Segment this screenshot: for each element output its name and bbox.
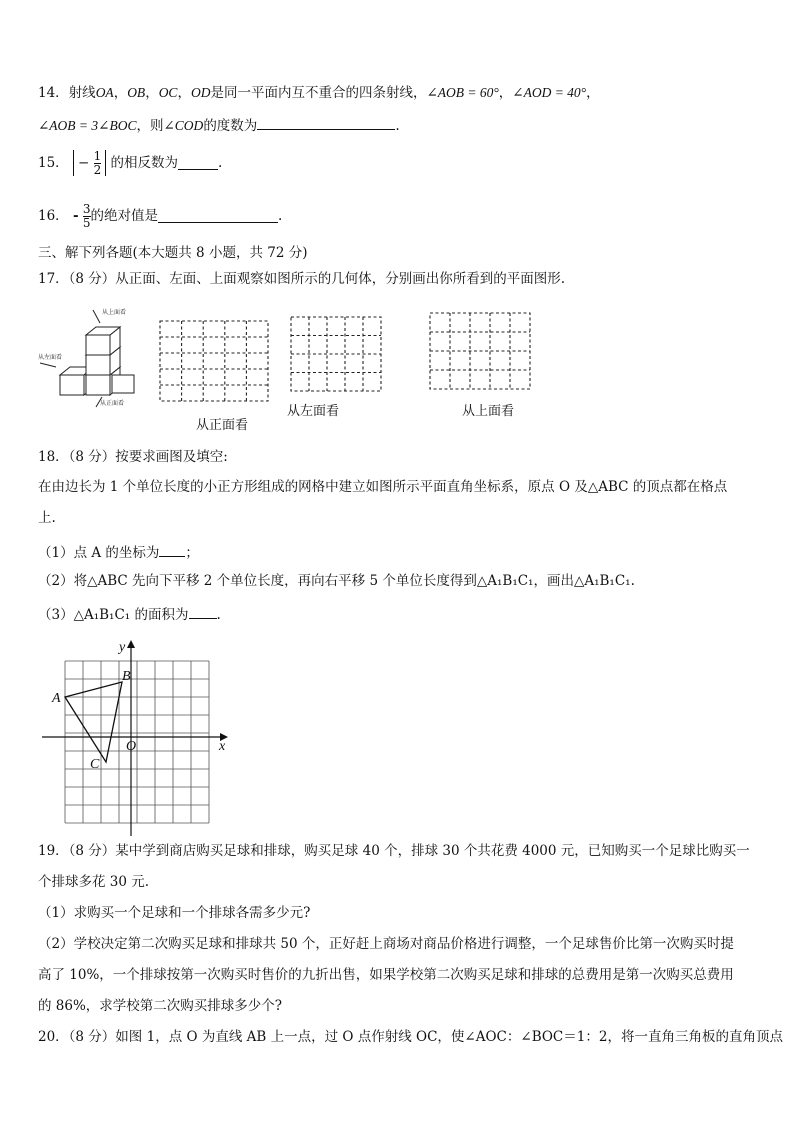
coordinate-grid[interactable] (38, 636, 234, 836)
caption-front-view: 从正面看 (196, 418, 249, 433)
q19-line2: 个排球多花 30 元. (38, 874, 150, 890)
q15-number: 15． (38, 155, 69, 171)
q17-figure (38, 305, 138, 410)
vertex-b-label: B (122, 669, 131, 684)
q15: 15． − $\frac{1}{2}$ 的相反数为 . (38, 149, 223, 177)
q16-answer-blank[interactable] (158, 210, 278, 223)
q16-fraction: $\frac{3}{5}$ (82, 202, 91, 230)
top-view-grid[interactable] (429, 312, 533, 392)
q19-part2-line1: （2）学校决定第二次购买足球和排球共 50 个，正好赶上商场对商品价格进行调整，一个足球售价比第一次购买时提 (38, 936, 734, 952)
vertex-a-label: A (52, 691, 61, 706)
q14-answer-blank[interactable] (257, 117, 395, 130)
triangle-abc (65, 682, 122, 762)
q18-intro-line2: 上. (38, 510, 56, 526)
x-axis-label: x (219, 739, 226, 754)
section-heading: 三、解下列各题(本大题共 8 小题，共 72 分) (38, 245, 308, 261)
vertex-c-label: C (90, 757, 100, 772)
q18-part3-blank[interactable] (189, 606, 217, 619)
q18-part1-blank[interactable] (159, 544, 185, 557)
q17-text: 17．（8 分）从正面、左面、上面观察如图所示的几何体，分别画出你所看到的平面图形. (38, 271, 566, 287)
q18-intro-line1: 在由边长为 1 个单位长度的小正方形组成的网格中建立如图所示平面直角坐标系，原点 O 及△ABC 的顶点都在格点 (38, 479, 728, 495)
q19-part1: （1）求购买一个足球和一个排球各需多少元? (38, 905, 311, 921)
q18-part2: （2）将△ABC 先向下平移 2 个单位长度，再向右平移 5 个单位长度得到△A₁B₁C₁，画出△A₁B₁C₁. (38, 573, 635, 589)
q15-answer-blank[interactable] (178, 157, 218, 170)
caption-top-view: 从上面看 (462, 404, 515, 419)
q18-title: 18．（8 分）按要求画图及填空: (38, 449, 228, 465)
q19-part2-line2: 高了 10%，一个排球按第一次购买时售价的九折出售，如果学校第二次购买足球和排球的总费用是第一次购买总费用 (38, 967, 734, 983)
origin-label: O (126, 739, 137, 754)
front-view-grid[interactable] (159, 320, 271, 404)
figure-label-front: 从正面看 (100, 401, 125, 407)
y-axis-label: y (119, 640, 126, 655)
figure-label-top: 从上面看 (102, 310, 127, 316)
q18-part3: （3）△A₁B₁C₁ 的面积为 . (38, 607, 221, 623)
q18-part1: （1）点 A 的坐标为 ； (38, 545, 199, 561)
q16-number: 16． (38, 208, 69, 224)
q14-line1: 14．射线OA，OB，OC，OD是同一平面内互不重合的四条射线，∠AOB = 60°，∠AOD = 40°， (38, 85, 600, 101)
q19-part2-line3: 的 86%，求学校第二次购买排球多少个? (38, 998, 283, 1014)
q19-line1: 19．（8 分）某中学到商店购买足球和排球，购买足球 40 个，排球 30 个共花费 4000 元，已知购买一个足球比购买一 (38, 843, 750, 859)
q14-number: 14． (38, 85, 69, 101)
q15-fraction: $\frac{1}{2}$ (93, 149, 102, 177)
q14-line2: ∠AOB = 3∠BOC，则∠COD的度数为 . (38, 118, 400, 134)
q16: 16． - $\frac{3}{5}$ 的绝对值是 . (38, 202, 283, 230)
figure-label-left: 从左面看 (38, 355, 63, 361)
q15-absolute-value: − $\frac{1}{2}$ (73, 150, 106, 176)
left-view-grid[interactable] (290, 316, 384, 394)
caption-left-view: 从左面看 (287, 404, 340, 419)
q20-line1: 20．（8 分）如图 1，点 O 为直线 AB 上一点，过 O 点作射线 OC，使∠AOC：∠BOC＝1：2，将一直角三角板的直角顶点 (38, 1029, 783, 1045)
